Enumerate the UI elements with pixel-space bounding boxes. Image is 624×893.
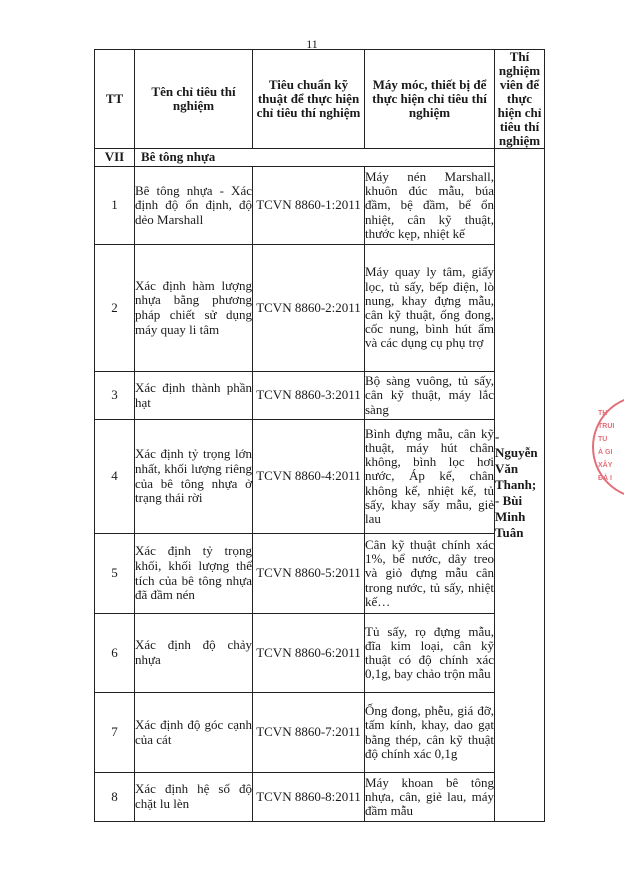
- row-equipment: Bình đựng mẫu, cân kỹ thuật, máy hút chân không, bình lọc hơi nước, Áp kế, chân không kế, nhiệt kế, tủ sấy, khay sấy mẫu, giẻ lau: [365, 420, 495, 534]
- row-standard: TCVN 8860-1:2011: [253, 167, 365, 245]
- row-standard: TCVN 8860-3:2011: [253, 372, 365, 420]
- row-tt: 3: [95, 372, 135, 420]
- row-equipment: Máy nén Marshall, khuôn đúc mẫu, búa đầm, bệ đầm, bể ổn nhiệt, cân kỹ thuật, thước kẹp, nhiệt kế: [365, 167, 495, 245]
- header-standard: Tiêu chuẩn kỹ thuật để thực hiện chỉ tiêu thí nghiệm: [253, 50, 365, 149]
- row-name: Xác định độ chảy nhựa: [135, 614, 253, 693]
- row-tt: 6: [95, 614, 135, 693]
- official-stamp-fragment: [592, 395, 624, 495]
- test-standards-table: [94, 49, 545, 822]
- table-row: [95, 534, 545, 614]
- table-row: [95, 773, 545, 822]
- row-standard: TCVN 8860-5:2011: [253, 534, 365, 614]
- table-row: [95, 167, 545, 245]
- table-row: [95, 693, 545, 773]
- row-equipment: Cân kỹ thuật chính xác 1%, bể nước, dây treo và giỏ đựng mẫu cân trong nước, tủ sấy, nhiệt kế…: [365, 534, 495, 614]
- section-title: Bê tông nhựa: [135, 149, 495, 167]
- row-tt: 1: [95, 167, 135, 245]
- row-standard: TCVN 8860-7:2011: [253, 693, 365, 773]
- row-name: Bê tông nhựa - Xác định độ ổn định, độ dẻo Marshall: [135, 167, 253, 245]
- staff-1: - Nguyễn Văn Thanh;: [495, 429, 538, 492]
- table-row: [95, 614, 545, 693]
- row-standard: TCVN 8860-4:2011: [253, 420, 365, 534]
- row-equipment: Máy quay ly tâm, giấy lọc, tủ sấy, bếp điện, lò nung, khay đựng mẫu, cân kỹ thuật, ống đong, cốc nung, bình hút ẩm và các dụng cụ phụ trợ: [365, 245, 495, 372]
- staff-2: - Bùi Minh Tuân: [495, 493, 526, 540]
- staff-cell: [495, 149, 545, 822]
- header-tt: TT: [95, 50, 135, 149]
- row-name: Xác định hàm lượng nhựa bằng phương pháp chiết sử dụng máy quay li tâm: [135, 245, 253, 372]
- row-name: Xác định tỷ trọng lớn nhất, khối lượng riêng của bê tông nhựa ở trạng thái rời: [135, 420, 253, 534]
- header-equipment: Máy móc, thiết bị để thực hiện chỉ tiêu thí nghiệm: [365, 50, 495, 149]
- stamp-text: TH TRUI TU À GI XÂY ĐÀ I: [598, 410, 615, 482]
- row-equipment: Máy khoan bê tông nhựa, cân, giẻ lau, máy đầm mẫu: [365, 773, 495, 822]
- row-tt: 2: [95, 245, 135, 372]
- row-equipment: Tủ sấy, rọ đựng mẫu, đĩa kim loại, cân kỹ thuật có độ chính xác 0,1g, bay chảo trộn mẫu: [365, 614, 495, 693]
- section-row: [95, 149, 545, 167]
- table-row: [95, 372, 545, 420]
- table-row: [95, 245, 545, 372]
- row-name: Xác định độ góc cạnh của cát: [135, 693, 253, 773]
- row-standard: TCVN 8860-6:2011: [253, 614, 365, 693]
- row-tt: 4: [95, 420, 135, 534]
- row-tt: 8: [95, 773, 135, 822]
- row-standard: TCVN 8860-8:2011: [253, 773, 365, 822]
- header-staff: Thí nghiệm viên để thực hiện chỉ tiêu thí nghiệm: [495, 50, 545, 149]
- row-equipment: Bộ sàng vuông, tủ sấy, cân kỹ thuật, máy lắc sàng: [365, 372, 495, 420]
- row-standard: TCVN 8860-2:2011: [253, 245, 365, 372]
- page-number: 11: [306, 37, 318, 51]
- section-number: VII: [95, 149, 135, 167]
- table-row: [95, 420, 545, 534]
- row-tt: 7: [95, 693, 135, 773]
- row-name: Xác định thành phần hạt: [135, 372, 253, 420]
- row-name: Xác định hệ số độ chặt lu lèn: [135, 773, 253, 822]
- row-equipment: Ống đong, phễu, giá đỡ, tấm kính, khay, dao gạt bằng thép, cân kỹ thuật độ chính xác 0,1g: [365, 693, 495, 773]
- row-tt: 5: [95, 534, 135, 614]
- table-header-row: [95, 50, 545, 149]
- row-name: Xác định tỷ trọng khối, khối lượng thể tích của bê tông nhựa đã đầm nén: [135, 534, 253, 614]
- header-name: Tên chỉ tiêu thí nghiệm: [135, 50, 253, 149]
